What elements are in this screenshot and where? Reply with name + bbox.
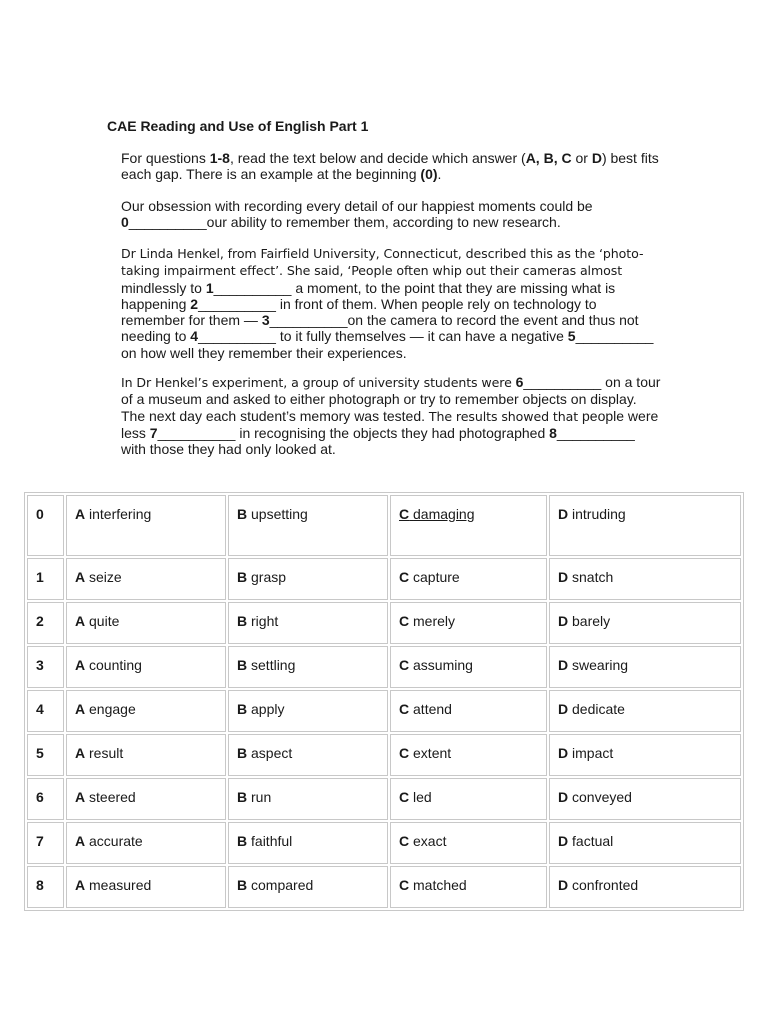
option-letter: C — [399, 701, 410, 717]
bold-run: A, B, C — [525, 150, 572, 166]
question-number-cell — [27, 778, 64, 820]
option-b-cell — [228, 495, 388, 556]
option-letter: A — [75, 506, 86, 522]
option-d-cell — [549, 822, 741, 864]
option-b-cell — [228, 866, 388, 908]
option-text: quite — [89, 613, 120, 629]
option-letter: A — [75, 657, 86, 673]
text-run: . — [437, 166, 442, 183]
question-number-cell — [27, 866, 64, 908]
options-row — [27, 866, 741, 908]
option-letter: C — [399, 789, 410, 805]
option-letter: D — [558, 569, 569, 585]
gap-number: 5 — [567, 328, 576, 345]
option-a-cell — [66, 866, 226, 908]
option-letter: A — [75, 613, 86, 629]
option-text: factual — [572, 833, 614, 849]
question-number-cell — [27, 646, 64, 688]
option-text: impact — [572, 745, 614, 761]
option-text: exact — [413, 833, 447, 849]
question-number-cell — [27, 558, 64, 600]
option-letter: D — [558, 789, 569, 805]
gap-number: 8 — [549, 424, 557, 441]
gap-number: 2 — [190, 295, 199, 312]
option-letter: C — [399, 506, 410, 522]
text-run: mindlessly to — [121, 279, 206, 296]
option-a-cell — [66, 734, 226, 776]
option-text: merely — [413, 613, 456, 629]
option-d-cell — [549, 734, 741, 776]
option-letter: B — [237, 569, 248, 585]
option-letter: B — [237, 789, 248, 805]
option-letter: C — [399, 569, 410, 585]
option-text: compared — [251, 877, 314, 893]
option-d-cell — [549, 558, 741, 600]
option-letter: C — [399, 613, 410, 629]
option-d-cell — [549, 495, 741, 556]
question-number: 3 — [36, 657, 44, 673]
option-letter: C — [399, 877, 410, 893]
text-run: For questions — [121, 150, 210, 166]
option-text: aspect — [251, 745, 293, 761]
question-number: 8 — [36, 877, 44, 893]
option-letter: A — [75, 833, 86, 849]
options-row — [27, 734, 741, 776]
options-row — [27, 646, 741, 688]
option-letter: D — [558, 657, 569, 673]
gap-number: 1 — [205, 279, 214, 296]
text-paragraph-2 — [121, 245, 661, 361]
option-text: assuming — [413, 657, 473, 673]
option-b-cell — [228, 558, 388, 600]
text-run: __________ on how well they remember their experiences. — [121, 328, 654, 361]
question-number: 6 — [36, 789, 44, 805]
option-text: faithful — [251, 833, 293, 849]
option-letter: A — [75, 745, 86, 761]
options-row — [27, 495, 741, 556]
gap-number: 3 — [261, 312, 270, 329]
text-run: __________on the camera to record the event and thus not needing to — [121, 312, 639, 345]
option-d-cell — [549, 646, 741, 688]
options-row — [27, 602, 741, 644]
text-run: Dr Linda Henkel, from Fairfield University, Connecticut, described this as the ‘photo-taking impairment effect’. She said, ‘People often whip out their cameras almost — [121, 246, 644, 279]
option-text: right — [251, 613, 279, 629]
option-a-cell — [66, 822, 226, 864]
option-letter: B — [237, 877, 248, 893]
text-run: In Dr Henkel’s experiment, a group of university students were — [121, 375, 516, 390]
options-row — [27, 778, 741, 820]
options-row — [27, 822, 741, 864]
option-b-cell — [228, 602, 388, 644]
question-number: 1 — [36, 569, 44, 585]
option-letter: B — [237, 833, 248, 849]
option-text: apply — [251, 701, 285, 717]
option-letter: B — [237, 506, 248, 522]
text-paragraph-3 — [121, 374, 661, 457]
option-text: upsetting — [251, 506, 308, 522]
text-run: ) best fits each gap. There is an example at the beginning — [121, 150, 659, 183]
text-run: __________ on a tour of a museum and asked to either photograph or try to remember objects on display. The next day each student’s memory was tested. — [121, 374, 661, 424]
option-text: damaging — [413, 506, 475, 522]
text-run: __________ in front of them. When people rely on technology to remember for them — — [121, 295, 597, 329]
option-letter: C — [399, 833, 410, 849]
option-letter: A — [75, 701, 86, 717]
text-run: __________ a moment, to the point that they are missing what is happening — [121, 279, 616, 312]
instructions-paragraph — [121, 150, 661, 183]
option-c-cell — [390, 495, 547, 556]
option-b-cell — [228, 646, 388, 688]
option-text: dedicate — [572, 701, 625, 717]
option-letter: D — [558, 745, 569, 761]
text-run: Our obsession with recording every detail of our happiest moments could be — [121, 198, 593, 214]
option-text: counting — [89, 657, 142, 673]
option-letter: D — [558, 833, 569, 849]
option-letter: D — [558, 701, 569, 717]
option-letter: A — [75, 569, 86, 585]
text-paragraph-1 — [121, 198, 661, 231]
text-run: __________ to it fully themselves — it can have a negative — [198, 328, 568, 345]
option-d-cell — [549, 866, 741, 908]
option-letter: A — [75, 877, 86, 893]
option-c-cell — [390, 646, 547, 688]
option-b-cell — [228, 778, 388, 820]
option-letter: D — [558, 613, 569, 629]
option-text: extent — [413, 745, 452, 761]
question-number-cell — [27, 690, 64, 732]
text-run: or — [571, 150, 592, 166]
option-b-cell — [228, 690, 388, 732]
gap-number: 4 — [190, 328, 199, 345]
option-text: accurate — [89, 833, 143, 849]
option-text: matched — [413, 877, 467, 893]
option-text: result — [89, 745, 124, 761]
question-number-cell — [27, 734, 64, 776]
option-text: capture — [413, 569, 460, 585]
option-letter: C — [399, 657, 410, 673]
text-run: , read the text below and decide which answer ( — [229, 150, 526, 166]
option-b-cell — [228, 734, 388, 776]
question-number-cell — [27, 602, 64, 644]
option-b-cell — [228, 822, 388, 864]
question-number-cell — [27, 822, 64, 864]
option-text: engage — [89, 701, 136, 717]
option-letter: B — [237, 657, 248, 673]
option-text: barely — [572, 613, 611, 629]
option-c-cell — [390, 690, 547, 732]
bold-run: D — [591, 150, 602, 166]
gap-number: 0 — [121, 214, 129, 231]
option-text: settling — [251, 657, 296, 673]
option-text: interfering — [89, 506, 152, 522]
option-a-cell — [66, 646, 226, 688]
bold-run: 1-8 — [209, 150, 230, 166]
text-run: The results showed that — [428, 408, 582, 424]
correct-answer-example — [399, 496, 540, 522]
question-number: 2 — [36, 613, 44, 629]
option-c-cell — [390, 866, 547, 908]
text-run: people were less — [121, 407, 659, 441]
option-c-cell — [390, 558, 547, 600]
option-a-cell — [66, 690, 226, 732]
option-d-cell — [549, 602, 741, 644]
question-number: 7 — [36, 833, 44, 849]
option-a-cell — [66, 778, 226, 820]
question-number: 0 — [36, 506, 44, 522]
option-c-cell — [390, 734, 547, 776]
option-letter: A — [75, 789, 86, 805]
question-number-cell — [27, 495, 64, 556]
gap-number: 7 — [149, 424, 158, 441]
option-text: run — [251, 789, 272, 805]
option-a-cell — [66, 558, 226, 600]
option-d-cell — [549, 690, 741, 732]
option-text: led — [413, 789, 432, 805]
gap-number: 6 — [515, 374, 524, 390]
option-text: steered — [89, 789, 136, 805]
option-letter: D — [558, 506, 569, 522]
option-letter: B — [237, 745, 248, 761]
option-text: seize — [89, 569, 122, 585]
option-letter: D — [558, 877, 569, 893]
option-text: swearing — [572, 657, 629, 673]
option-text: snatch — [572, 569, 614, 585]
option-text: conveyed — [572, 789, 632, 805]
question-number: 4 — [36, 701, 44, 717]
bold-run: (0) — [420, 166, 438, 183]
option-c-cell — [390, 822, 547, 864]
text-run: __________our ability to remember them, according to new research. — [128, 214, 561, 231]
options-row — [27, 558, 741, 600]
option-letter: B — [237, 613, 248, 629]
option-text: measured — [89, 877, 152, 893]
page-title: CAE Reading and Use of English Part 1 — [107, 118, 369, 134]
option-a-cell — [66, 495, 226, 556]
answer-options-table — [24, 492, 744, 911]
option-letter: B — [237, 701, 248, 717]
options-row — [27, 690, 741, 732]
text-run: __________ with those they had only looked at. — [121, 424, 635, 458]
option-text: grasp — [251, 569, 287, 585]
text-run: __________ in recognising the objects they had photographed — [157, 424, 550, 441]
option-c-cell — [390, 778, 547, 820]
option-c-cell — [390, 602, 547, 644]
question-number: 5 — [36, 745, 44, 761]
option-d-cell — [549, 778, 741, 820]
option-text: attend — [413, 701, 452, 717]
option-text: confronted — [572, 877, 639, 893]
option-text: intruding — [572, 506, 626, 522]
option-letter: C — [399, 745, 410, 761]
option-a-cell — [66, 602, 226, 644]
